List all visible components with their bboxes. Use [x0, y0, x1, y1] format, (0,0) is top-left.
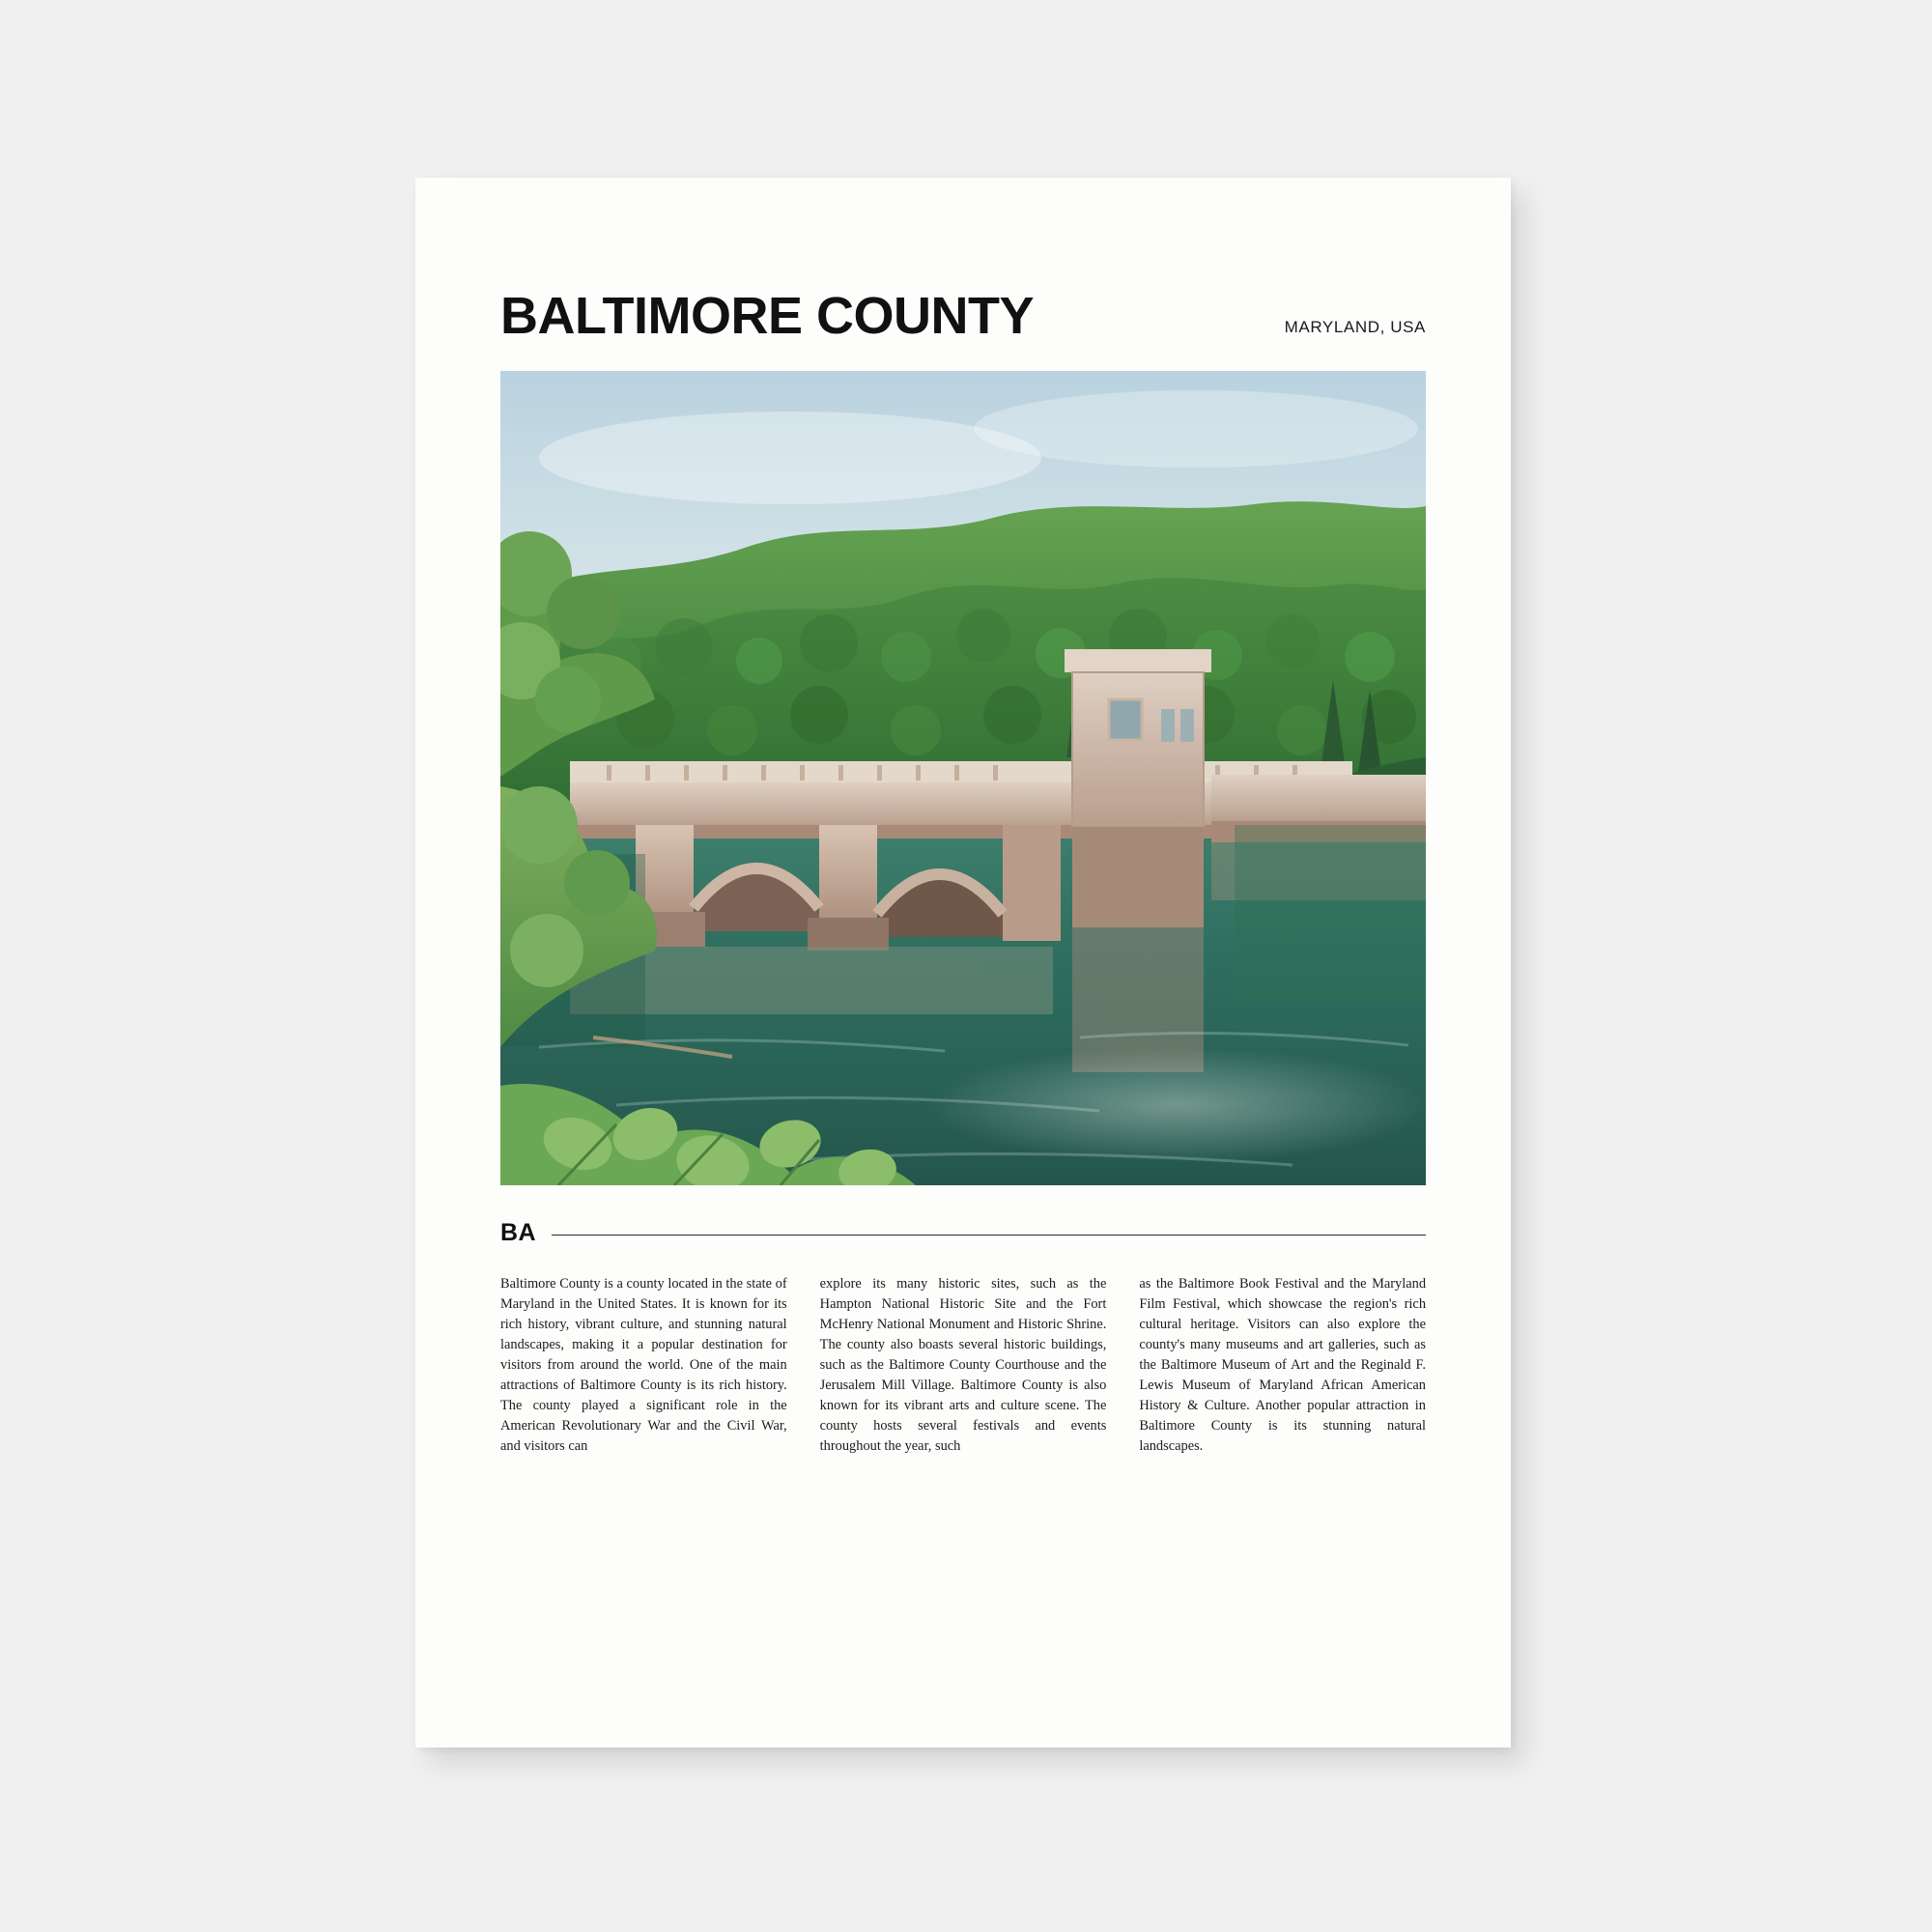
body-column-2: explore its many historic sites, such as the Hampton National Historic Site and the Fort McHenry National Monument and Historic Shrine. The county also boasts several historic buildings, such as the Baltimore County Courthouse and the Jerusalem Mill Village. Baltimore County is also known for its vibrant arts and culture scene. The county hosts several festivals and events throughout the year, such [819, 1275, 1107, 1454]
page-title: BALTIMORE COUNTY [500, 286, 1034, 345]
body-columns [500, 1274, 1426, 1457]
poster-canvas [415, 178, 1511, 1747]
poster-sheet [415, 178, 1511, 1747]
poster-header [500, 282, 1426, 345]
caption-label: BA [500, 1219, 537, 1246]
poster-subtitle: MARYLAND, USA [1284, 317, 1426, 336]
body-column-3: as the Baltimore Book Festival and the Maryland Film Festival, which showcase the region's rich cultural heritage. Visitors can also explore the county's many museums and art galleries, such as the Baltimore Museum of Art and the Reginald F. Lewis Museum of Maryland African American History & Culture. Another popular attraction in Baltimore County is its stunning natural landscapes. [1139, 1275, 1427, 1454]
horizontal-divider [552, 1235, 1426, 1236]
bridge-reservoir-illustration [500, 371, 1426, 1185]
caption-rule [500, 1219, 1426, 1248]
poster-photo [500, 371, 1426, 1185]
body-column-1: Baltimore County is a county located in the state of Maryland in the United States. It is known for its rich history, vibrant culture, and stunning natural landscapes, making it a popular destination for visitors from around the world. One of the main attractions of Baltimore County is its rich history. The county played a significant role in the American Revolutionary War and the Civil War, and visitors can [500, 1275, 787, 1454]
